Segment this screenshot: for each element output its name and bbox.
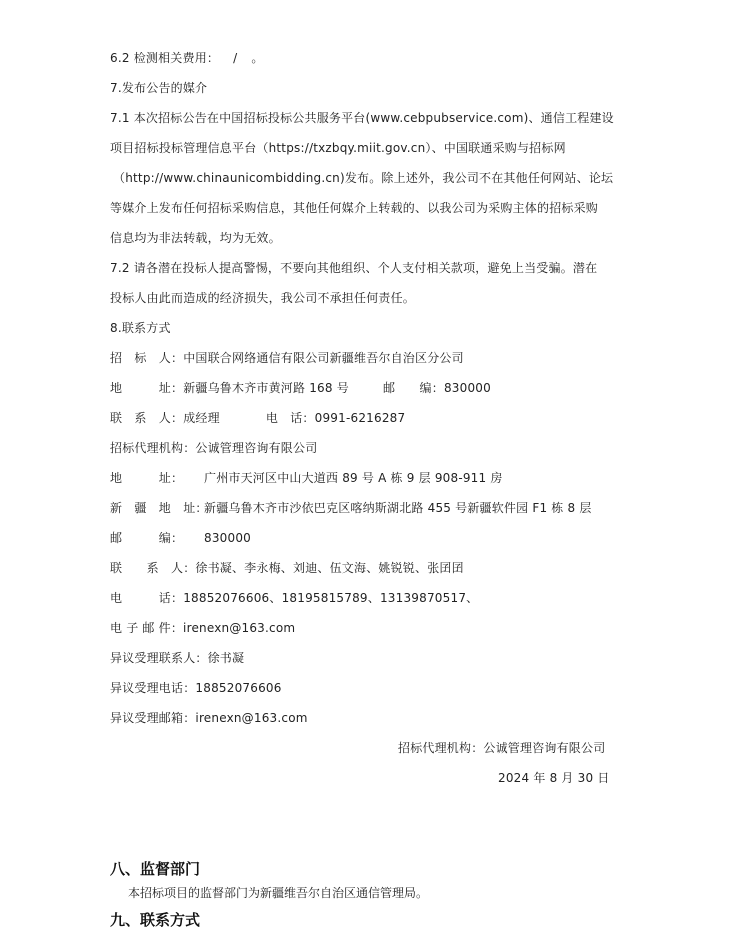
- agency-address-label: 地 址：: [110, 471, 184, 485]
- supervision-text: 本招标项目的监督部门为新疆维吾尔自治区通信管理局。: [128, 886, 429, 900]
- supervision-heading: 八、监督部门: [110, 860, 201, 878]
- media-p1-line-1: 7.1 本次招标公告在中国招标投标公共服务平台(www.cebpubservice.com)、通信工程建设: [110, 111, 614, 125]
- xj-address-label: 新 疆 地 址：: [110, 501, 208, 515]
- fee-end: 。: [251, 51, 264, 65]
- objection-phone-value: 18852076606: [195, 681, 282, 695]
- address-line: [110, 380, 491, 396]
- contact-person-label: 联 系 人：: [110, 411, 184, 425]
- xj-address-line: [110, 500, 592, 516]
- postcode-value: 830000: [443, 381, 491, 395]
- tenderer-value: 中国联合网络通信有限公司新疆维吾尔自治区分公司: [183, 351, 464, 365]
- media-p1-line-4: 等媒介上发布任何招标采购信息，其他任何媒介上转载的、以我公司为采购主体的招标采购: [110, 201, 599, 215]
- objection-contact-line: [110, 650, 244, 666]
- fee-label: 6.2 检测相关费用：: [110, 51, 220, 65]
- contact2-heading: 九、联系方式: [110, 911, 201, 929]
- agency-contacts-line: [110, 560, 464, 576]
- contact-person-value: 成经理: [183, 411, 220, 425]
- signature-date: 2024 年 8 月 30 日: [498, 771, 610, 785]
- agency-contacts-label: 联 系 人：: [110, 561, 196, 575]
- objection-email-value: irenexn@163.com: [195, 711, 308, 725]
- objection-phone-line: [110, 680, 282, 696]
- postcode-label: 邮 编：: [382, 381, 444, 395]
- agency-contacts-value: 徐书凝、李永梅、刘迪、伍文海、姚锐锐、张囝囝: [195, 561, 464, 575]
- agency-phone-value: 18852076606、18195815789、13139870517、: [183, 591, 479, 605]
- media-heading: 7.发布公告的媒介: [110, 81, 208, 95]
- email-label: 电 子 邮 件：: [110, 621, 184, 635]
- phone-value: 0991-6216287: [314, 411, 406, 425]
- contact-person-line: [110, 410, 405, 426]
- signature-agency-line: [398, 740, 605, 756]
- objection-email-label: 异议受理邮箱：: [110, 711, 196, 725]
- address-label: 地 址：: [110, 381, 184, 395]
- email-value: irenexn@163.com: [183, 621, 296, 635]
- objection-contact-label: 异议受理联系人：: [110, 651, 208, 665]
- agency-postcode-label: 邮 编：: [110, 531, 184, 545]
- agency-phone-line: [110, 590, 478, 606]
- email-line: [110, 620, 295, 636]
- agency-phone-label: 电 话：: [110, 591, 184, 605]
- agency-value: 公诚管理咨询有限公司: [195, 441, 318, 455]
- media-p2-line-1: 7.2 请各潜在投标人提高警惕，不要向其他组织、个人支付相关款项，避免上当受骗。潜在: [110, 261, 598, 275]
- agency-address-value: 广州市天河区中山大道西 89 号 A 栋 9 层 908-911 房: [204, 471, 503, 485]
- objection-phone-label: 异议受理电话：: [110, 681, 196, 695]
- signature-agency-value: 公诚管理咨询有限公司: [483, 741, 606, 755]
- fee-value: /: [233, 51, 238, 65]
- agency-postcode-value: 830000: [204, 531, 252, 545]
- fee-line: [110, 50, 264, 66]
- phone-label: 电 话：: [265, 411, 315, 425]
- agency-address-line: [110, 470, 503, 486]
- contact-heading: 8.联系方式: [110, 321, 171, 335]
- tenderer-label: 招 标 人：: [110, 351, 184, 365]
- media-p2-line-2: 投标人由此而造成的经济损失，我公司不承担任何责任。: [110, 291, 416, 305]
- media-p1-line-5: 信息均为非法转载，均为无效。: [110, 231, 281, 245]
- address-value: 新疆乌鲁木齐市黄河路 168 号: [183, 381, 349, 395]
- agency-line: [110, 440, 317, 456]
- xj-address-value: 新疆乌鲁木齐市沙依巴克区喀纳斯湖北路 455 号新疆软件园 F1 栋 8 层: [204, 501, 592, 515]
- objection-email-line: [110, 710, 308, 726]
- media-p1-line-2: 项目招标投标管理信息平台（https://txzbqy.miit.gov.cn）、中国联通采购与招标网: [110, 141, 566, 155]
- objection-contact-value: 徐书凝: [207, 651, 245, 665]
- tenderer-line: [110, 350, 464, 366]
- media-p1-line-3: （http://www.chinaunicombidding.cn)发布。除上述外，我公司不在其他任何网站、论坛: [113, 171, 614, 185]
- signature-agency-label: 招标代理机构：: [398, 741, 484, 755]
- agency-label: 招标代理机构：: [110, 441, 196, 455]
- agency-postcode-line: [110, 530, 251, 546]
